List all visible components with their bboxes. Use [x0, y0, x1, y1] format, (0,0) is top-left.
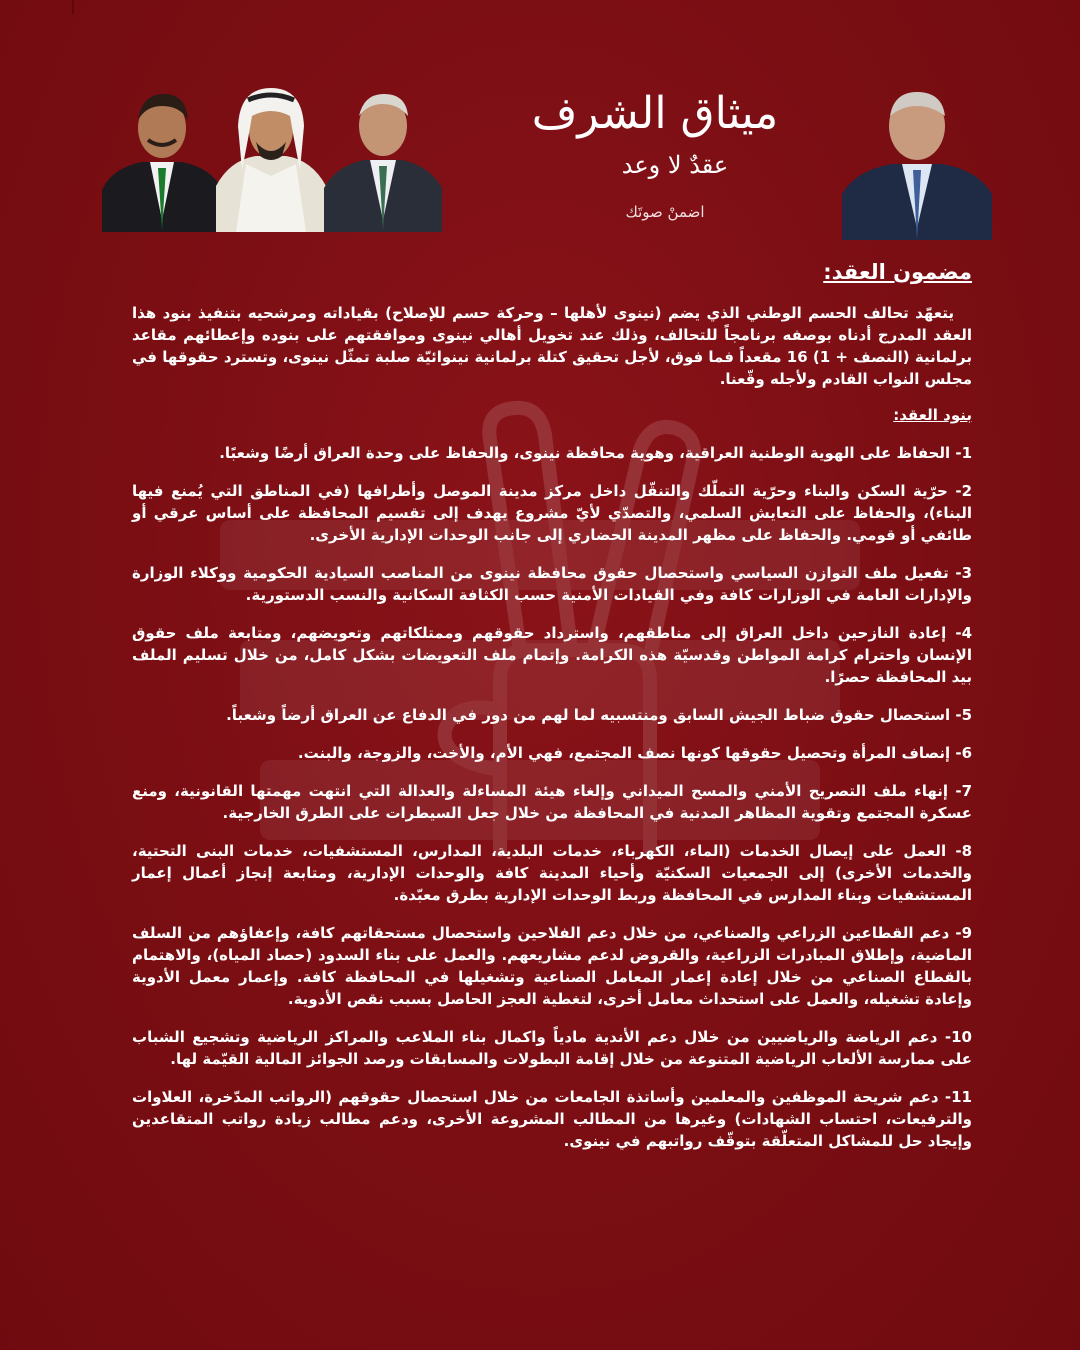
page-tagline: اضمنْ صوتَك — [625, 203, 705, 221]
contract-content — [132, 258, 972, 1168]
contract-item: 2- حرّية السكن والبناء وحرّية التملّك والتنقّل داخل مركز مدينة الموصل وأطرافها (في المناطق التي يُمنع فيها البناء)، والحفاظ على التعايش السلمي، والتصدّي لأيّ مشروع يهدف إلى تقسيم المحافظة على أساس عرقي أو طائفي أو قومي. والحفاظ على مظهر المدينة الحضاري إلى جانب الوحدات الإدارية الأخرى. — [132, 482, 972, 544]
contract-intro: يتعهّد تحالف الحسم الوطني الذي يضم (نينوى لأهلها – وحركة حسم للإصلاح) بقياداته ومرشحيه بتنفيذ بنود هذا العقد المدرج أدناه بوصفه برنامجاً للتحالف، وذلك عند تخويل أهالي نينوى وموافقتهم على بنوده وإعطائهم مقاعد برلمانية (النصف + 1) 16 مقعداً فما فوق، لأجل تحقيق كتلة برلمانية نينوائيّة صلبة تمثّل نينوى، وتسترد حقوقها في مجلس النواب القادم ولأجله وقّعنا. — [132, 304, 972, 388]
contract-item: 9- دعم القطاعين الزراعي والصناعي، من خلال دعم الفلاحين واستحصال مستحقاتهم كافة، وإعفاؤهم من السلف الماضية، وإطلاق المبادرات الزراعية، والقروض لدعم مشاريعهم. والعمل على بناء السدود (حصاد المياه)، والاهتمام بالقطاع الصناعي من خلال إعادة إعمار المعامل الصناعية وتشغيلها في المحافظة كافة. وإعمار معمل الأدوية وإعادة تشغيله، والعمل على استحداث معامل أخرى، لتغطية العجز الحاصل بسبب نقص الأدوية. — [132, 924, 972, 1008]
page-subtitle: عقدٌ لا وعد — [621, 151, 729, 179]
contract-item: 1- الحفاظ على الهوية الوطنية العراقية، وهوية محافظة نينوى، والحفاظ على وحدة العراق أرضًا وشعبًا. — [219, 444, 972, 462]
portrait-leader-blue-suit — [842, 78, 992, 240]
contract-item: 6- إنصاف المرأة وتحصيل حقوقها كونها نصف المجتمع، فهي الأم، والأخت، والزوجة، والبنت. — [297, 744, 972, 762]
contract-item: 10- دعم الرياضة والرياضيين من خلال دعم الأندية مادياً واكمال بناء الملاعب والمراكز الرياضية وتشجيع الشباب على ممارسة الألعاب الرياضية المتنوعة من خلال إقامة البطولات والمسابقات ورصد الجوائز المالية القيّمة لها. — [132, 1028, 972, 1068]
page-title: ميثاق الشرف — [531, 88, 779, 139]
contract-item: 11- دعم شريحة الموظفين والمعلمين وأساتذة الجامعات من خلال استحصال حقوقهم (الرواتب المدّخرة، العلاوات والترفيعات، احتساب الشهادات) وغيرها من المطالب المشروعة الأخرى، ودعم مطالب زيادة رواتب المتقاعدين وإيجاد حل للمشاكل المتعلّقة بتوقّف رواتبهم في نينوى. — [132, 1088, 972, 1150]
contract-item: 8- العمل على إيصال الخدمات (الماء، الكهرباء، خدمات البلدية، المدارس، المستشفيات، خدمات البنى التحتية، والخدمات الأخرى) إلى الجمعيات السكنيّة وأحياء المدينة كافة والوحدات الإدارية، ومتابعة إنجاز أعمال إعمار المستشفيات وبناء المدارس في المحافظة وربط الوحدات الإدارية بطرق معبّدة. — [132, 842, 972, 904]
section-title: مضمون العقد: — [823, 260, 972, 284]
portrait-leader-traditional-dress — [216, 80, 326, 232]
items-heading: بنود العقد: — [893, 406, 972, 424]
portrait-leader-green-tie — [102, 80, 222, 232]
title-block — [490, 88, 820, 222]
contract-item: 7- إنهاء ملف التصريح الأمني والمسح الميداني وإلغاء هيئة المساءلة والعدالة التي انتهت مهمتها القانونية، ومنع عسكرة المجتمع وتقوية المظاهر المدنية في المحافظة من خلال جعل السيطرات على الطرق الخارجية. — [132, 782, 972, 822]
corner-mark — [72, 0, 74, 14]
contract-item: 5- استحصال حقوق ضباط الجيش السابق ومنتسبيه لما لهم من دور في الدفاع عن العراق أرضاً وشعباً. — [226, 706, 972, 724]
portrait-leader-dark-suit — [324, 80, 442, 232]
contract-item: 4- إعادة النازحين داخل العراق إلى مناطقهم، واسترداد حقوقهم وممتلكاتهم وتعويضهم، ومتابعة ملف حقوق الإنسان واحترام كرامة المواطن وقدسيّة هذه الكرامة. وإتمام ملف التعويضات بشكل كامل، من خلال تسليم الملف بيد المحافظة حصرًا. — [132, 624, 972, 686]
contract-item: 3- تفعيل ملف التوازن السياسي واستحصال حقوق محافظة نينوى من المناصب السيادية الحكومية ووكلاء الوزارة والإدارات العامة في الوزارات كافة وفي القيادات الأمنية حسب الكثافة السكانية والنسب الدستورية. — [132, 564, 972, 604]
